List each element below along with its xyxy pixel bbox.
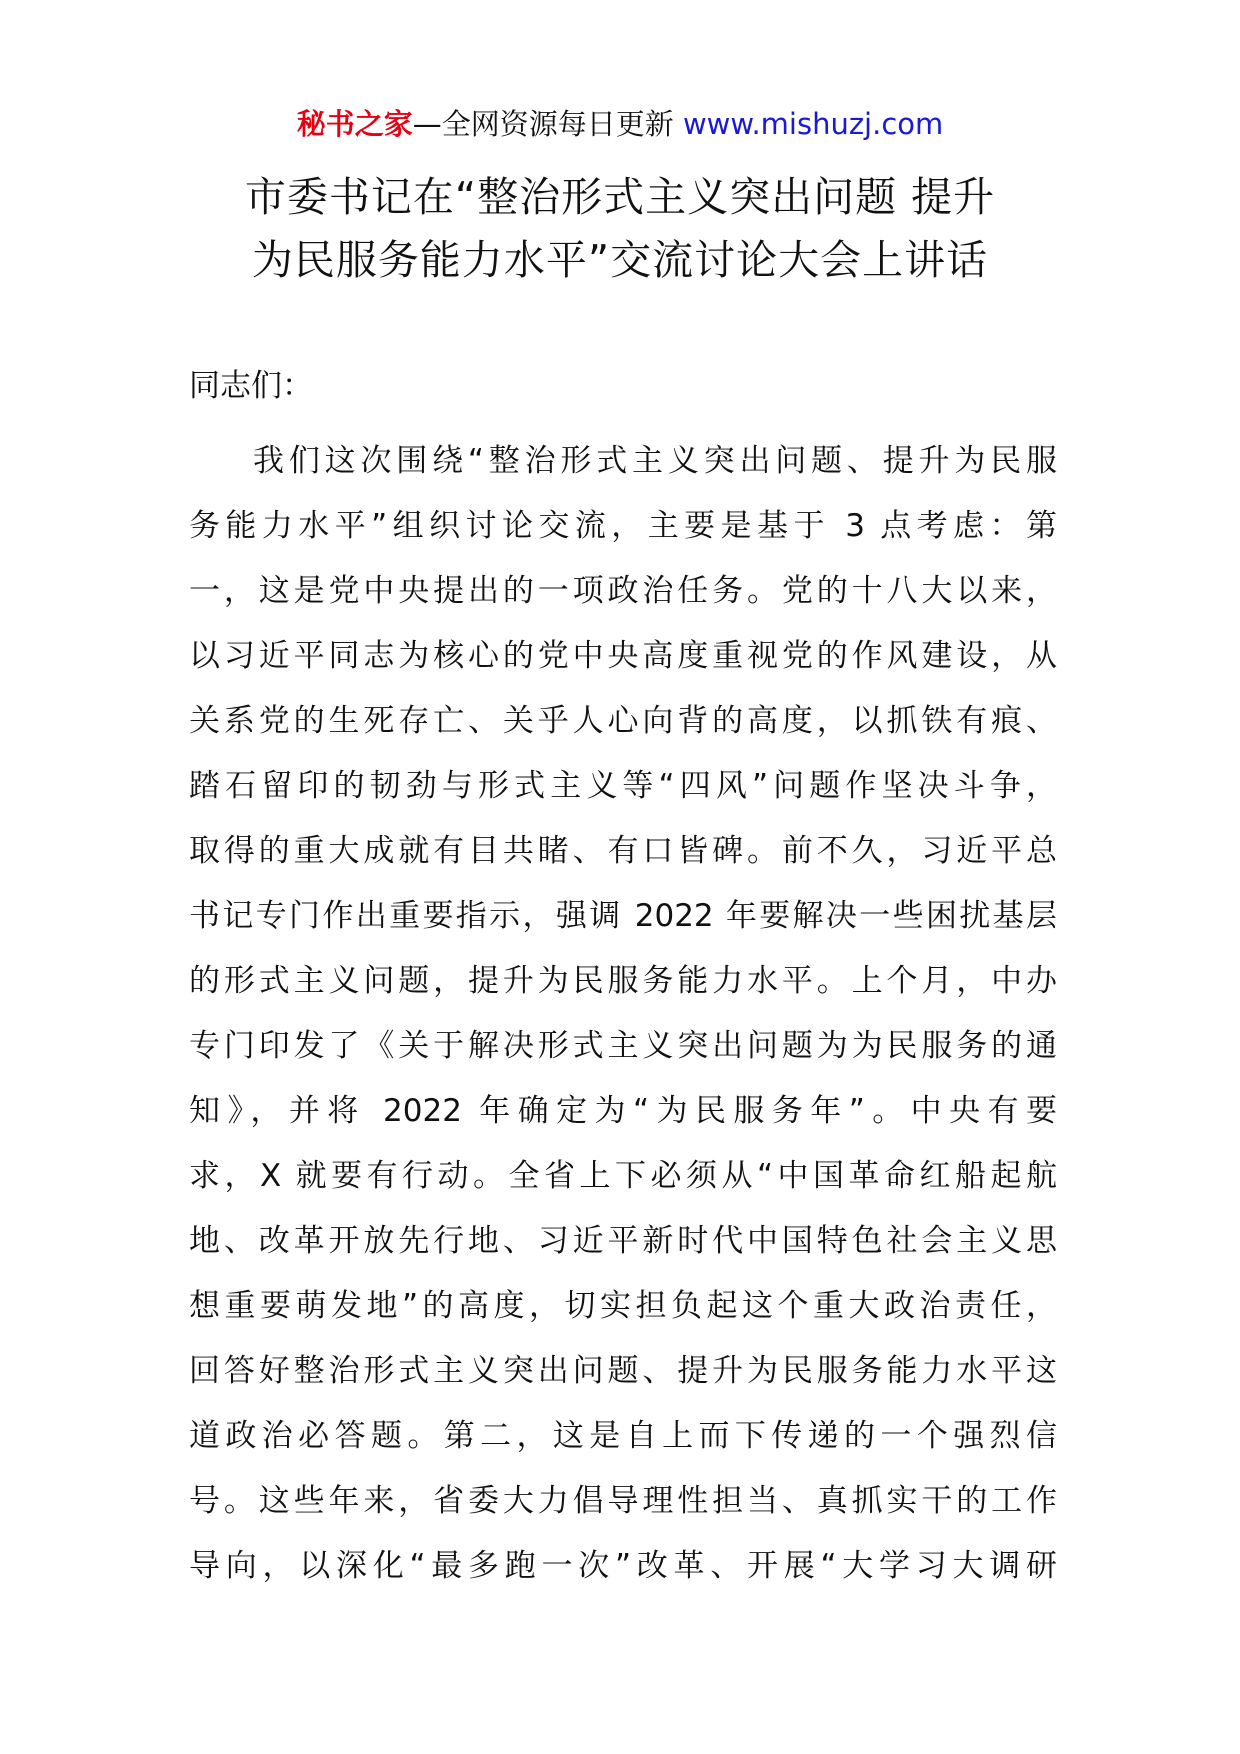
body-line: 我们这次围绕“整治形式主义突出问题、提升为民服 [253,443,1057,479]
body-line: 一，这是党中央提出的一项政治任务。党的十八大以来， [189,573,1057,609]
site-header [0,104,1240,144]
body-line: 的形式主义问题，提升为民服务能力水平。上个月，中办 [189,963,1057,999]
salutation: 同志们： [189,368,313,404]
body-line: 道政治必答题。第二，这是自上而下传递的一个强烈信 [189,1418,1057,1454]
site-brand: 秘书之家 [296,107,413,141]
document-title [150,166,1090,292]
body-line: 专门印发了《关于解决形式主义突出问题为为民服务的通 [189,1028,1057,1064]
site-tagline: —全网资源每日更新 [412,107,683,141]
body-line: 求，X 就要有行动。全省上下必须从“中国革命红船起航 [189,1158,1057,1194]
body-line: 取得的重大成就有目共睹、有口皆碑。前不久，习近平总 [189,833,1057,869]
body-line: 书记专门作出重要指示，强调 2022 年要解决一些困扰基层 [189,898,1057,934]
title-line: 为民服务能力水平”交流讨论大会上讲话 [251,236,989,284]
body-line: 以习近平同志为核心的党中央高度重视党的作风建设，从 [189,638,1057,674]
body-line: 想重要萌发地”的高度，切实担负起这个重大政治责任， [189,1288,1057,1324]
body-line: 务能力水平”组织讨论交流，主要是基于 3 点考虑：第 [189,508,1057,544]
site-url-link[interactable]: www.mishuzj.com [682,107,944,141]
body-line: 导向，以深化“最多跑一次”改革、开展“大学习大调研 [189,1548,1057,1584]
body-paragraph [189,429,1057,1599]
body-line: 号。这些年来，省委大力倡导理性担当、真抓实干的工作 [189,1483,1057,1519]
body-line: 回答好整治形式主义突出问题、提升为民服务能力水平这 [189,1353,1057,1389]
body-line: 地、改革开放先行地、习近平新时代中国特色社会主义思 [189,1223,1057,1259]
title-line: 市委书记在“整治形式主义突出问题 提升 [244,173,996,221]
body-line: 踏石留印的韧劲与形式主义等“四风”问题作坚决斗争， [189,768,1057,804]
body-line: 关系党的生死存亡、关乎人心向背的高度，以抓铁有痕、 [189,703,1057,739]
body-line: 知》，并将 2022 年确定为“为民服务年”。中央有要 [189,1093,1057,1129]
